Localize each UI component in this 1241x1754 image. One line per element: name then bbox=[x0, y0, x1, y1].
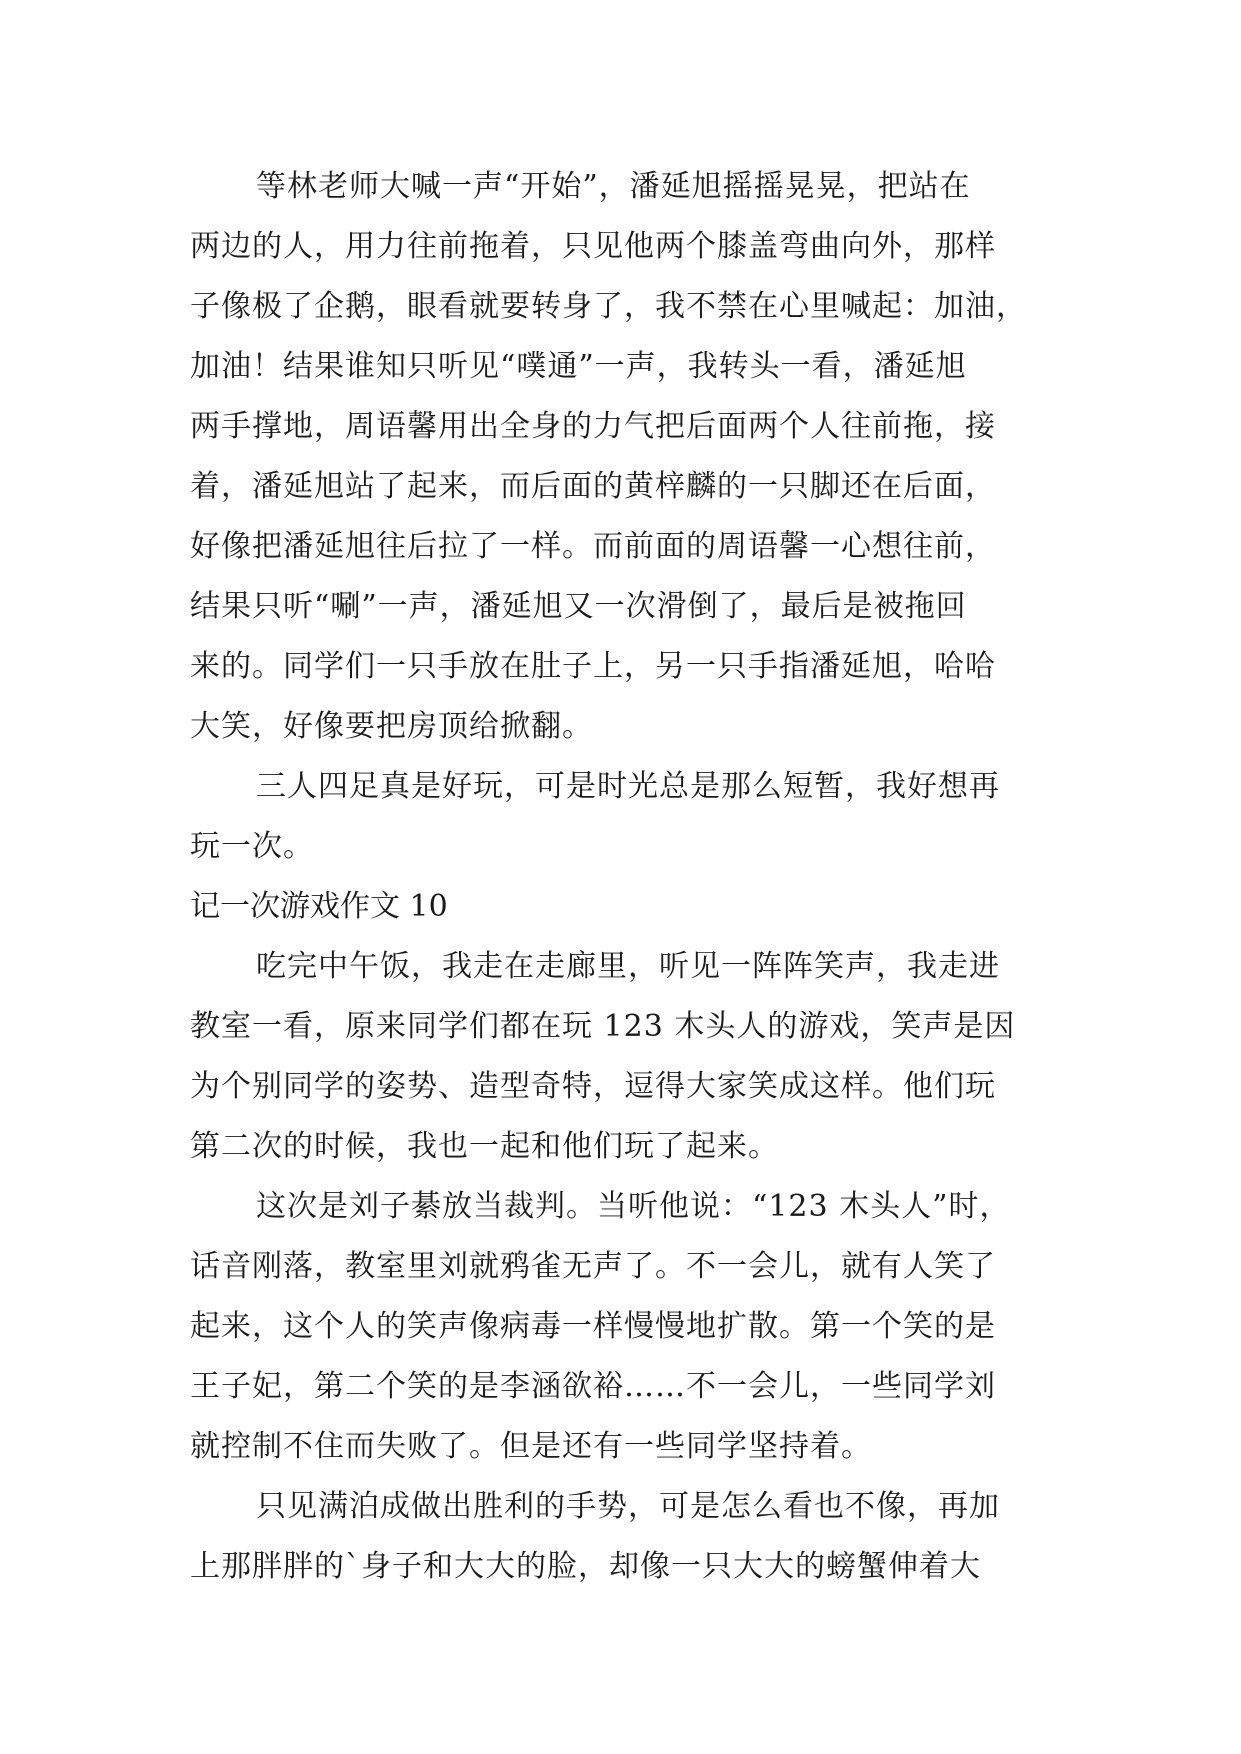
text-line: 结果只听“唰”一声，潘延旭又一次滑倒了，最后是被拖回 bbox=[190, 589, 967, 624]
text-line: 吃完中午饭，我走在走廊里，听见一阵阵笑声，我走进 bbox=[256, 949, 1000, 984]
text-line: 两边的人，用力往前拖着，只见他两个膝盖弯曲向外，那样 bbox=[190, 229, 996, 264]
text-line: 加油！结果谁知只听见“噗通”一声，我转头一看，潘延旭 bbox=[190, 349, 967, 384]
text-line: 玩一次。 bbox=[190, 829, 314, 864]
text-line: 这次是刘子綦放当裁判。当听他说：“123 木头人”时， bbox=[256, 1189, 1011, 1224]
text-line: 第二次的时候，我也一起和他们玩了起来。 bbox=[190, 1129, 779, 1164]
text-line: 两手撑地，周语馨用出全身的力气把后面两个人往前拖，接 bbox=[190, 409, 996, 444]
text-line: 大笑，好像要把房顶给掀翻。 bbox=[190, 709, 593, 744]
paragraph bbox=[190, 157, 1070, 757]
text-line: 王子妃，第二个笑的是李涵欲裕……不一会儿，一些同学刘 bbox=[190, 1369, 996, 1404]
paragraph bbox=[190, 1177, 1070, 1477]
section-heading: 记一次游戏作文 10 bbox=[190, 889, 448, 924]
text-line: 起来，这个人的笑声像病毒一样慢慢地扩散。第一个笑的是 bbox=[190, 1309, 996, 1344]
text-line: 好像把潘延旭往后拉了一样。而前面的周语馨一心想往前， bbox=[190, 529, 996, 564]
text-line: 为个别同学的姿势、造型奇特，逗得大家笑成这样。他们玩 bbox=[190, 1069, 996, 1104]
text-line: 来的。同学们一只手放在肚子上，另一只手指潘延旭，哈哈 bbox=[190, 649, 996, 684]
paragraph bbox=[190, 1477, 1070, 1597]
text-line: 话音刚落，教室里刘就鸦雀无声了。不一会儿，就有人笑了 bbox=[190, 1249, 996, 1284]
text-line: 教室一看，原来同学们都在玩 123 木头人的游戏，笑声是因 bbox=[190, 1009, 1016, 1044]
paragraph bbox=[190, 937, 1070, 1177]
text-line: 着，潘延旭站了起来，而后面的黄梓麟的一只脚还在后面， bbox=[190, 469, 996, 504]
text-line: 就控制不住而失败了。但是还有一些同学坚持着。 bbox=[190, 1429, 872, 1464]
text-line: 只见满泊成做出胜利的手势，可是怎么看也不像，再加 bbox=[256, 1489, 1000, 1524]
text-line: 等林老师大喊一声“开始”，潘延旭摇摇晃晃，把站在 bbox=[256, 169, 971, 204]
text-line: 子像极了企鹅，眼看就要转身了，我不禁在心里喊起：加油， bbox=[190, 289, 1027, 324]
document-body bbox=[190, 157, 1070, 1597]
text-line: 上那胖胖的`身子和大大的脸，却像一只大大的螃蟹伸着大 bbox=[190, 1549, 981, 1584]
paragraph bbox=[190, 757, 1070, 877]
text-line: 三人四足真是好玩，可是时光总是那么短暂，我好想再 bbox=[256, 769, 1000, 804]
